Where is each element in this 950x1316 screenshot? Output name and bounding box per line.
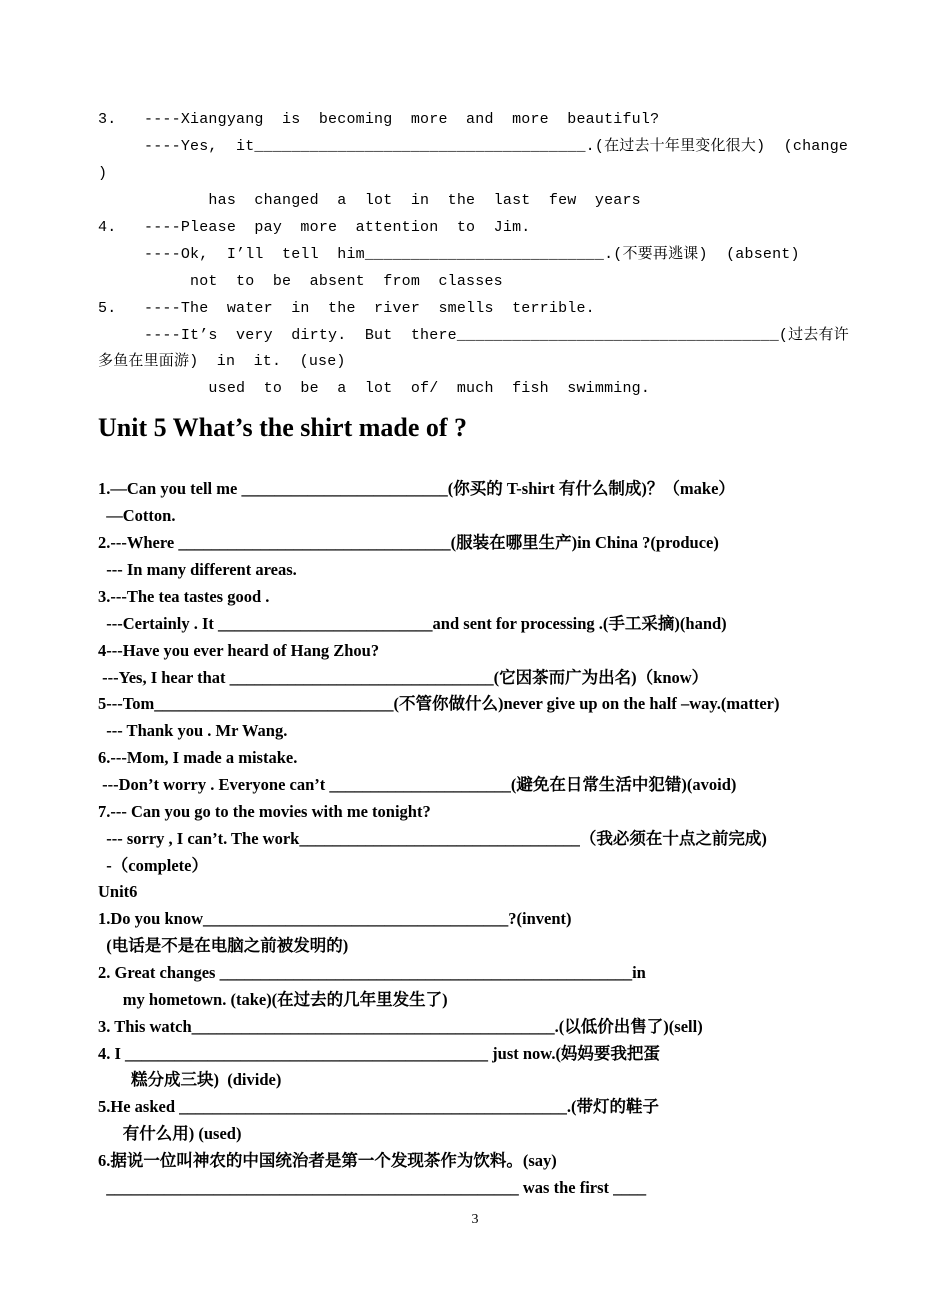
unit6-line-8: 5.He asked _______________________________________________.(带灯的鞋子 — [98, 1097, 659, 1116]
unit5-line-8: ---Yes, I hear that ________________________________(它因茶而广为出名)（know） — [98, 668, 709, 687]
unit6-line-4: my hometown. (take)(在过去的几年里发生了) — [98, 990, 448, 1009]
page-number: 3 — [471, 1212, 479, 1227]
unit6-line-10: 6.据说一位叫神农的中国统治者是第一个发现茶作为饮料。(say) — [98, 1151, 557, 1170]
unit6-line-2: (电话是不是在电脑之前被发明的) — [98, 936, 349, 955]
exercise-4-question: 4. ----Please pay more attention to Jim. — [98, 219, 531, 236]
unit5-line-3: 2.---Where _________________________________(服装在哪里生产)in China ?(produce) — [98, 533, 719, 552]
exercise-4-answer-line: ----Ok, I’ll tell him__________________________.(不要再逃课) (absent) — [98, 246, 800, 263]
unit6-line-3: 2. Great changes __________________________________________________in — [98, 963, 646, 982]
unit6-line-6: 4. I ____________________________________________ just now.(妈妈要我把蛋 — [98, 1044, 660, 1063]
unit5-heading: Unit 5 What’s the shirt made of ? — [98, 413, 468, 442]
unit5-line-7: 4---Have you ever heard of Hang Zhou? — [98, 641, 380, 660]
unit5-line-6: ---Certainly . It __________________________and sent for processing .(手工采摘)(hand) — [98, 614, 727, 633]
unit5-line-1: 1.—Can you tell me _________________________(你买的 T-shirt 有什么制成)？（make） — [98, 479, 735, 498]
exercise-5-question: 5. ----The water in the river smells terrible. — [98, 300, 595, 317]
exercise-3-key: has changed a lot in the last few years — [98, 192, 641, 209]
unit5-line-2: —Cotton. — [98, 506, 176, 525]
exercise-5-answer-line: ----It’s very dirty. But there___________________________________(过去有许 — [98, 327, 849, 344]
unit6-line-7: 糕分成三块) (divide) — [98, 1070, 282, 1089]
exercise-4-key: not to be absent from classes — [98, 273, 503, 290]
exercise-3-answer-wrap: ) — [98, 165, 108, 182]
unit5-line-11: 6.---Mom, I made a mistake. — [98, 748, 298, 767]
unit6-line-11: __________________________________________________ was the first ____ — [98, 1178, 647, 1197]
unit6-line-1: 1.Do you know_____________________________________?(invent) — [98, 909, 572, 928]
unit5-line-9: 5---Tom_____________________________(不管你做什么)never give up on the half –way.(matter) — [98, 694, 780, 713]
unit5-line-15: -（complete） — [98, 856, 208, 875]
exercise-5-answer-wrap: 多鱼在里面游) in it. (use) — [98, 353, 346, 370]
unit5-line-5: 3.---The tea tastes good . — [98, 587, 270, 606]
exercise-5-key: used to be a lot of/ much fish swimming. — [98, 380, 651, 397]
exercise-3-question: 3. ----Xiangyang is becoming more and more beautiful? — [98, 111, 660, 128]
unit5-line-14: --- sorry , I can’t. The work__________________________________（我必须在十点之前完成) — [98, 829, 767, 848]
unit5-line-13: 7.--- Can you go to the movies with me tonight? — [98, 802, 431, 821]
exercise-3-answer-line: ----Yes, it____________________________________.(在过去十年里变化很大) (change — [98, 138, 849, 155]
unit5-line-4: --- In many different areas. — [98, 560, 297, 579]
unit6-line-5: 3. This watch____________________________________________.(以低价出售了)(sell) — [98, 1017, 703, 1036]
unit5-line-10: --- Thank you . Mr Wang. — [98, 721, 288, 740]
unit5-line-12: ---Don’t worry . Everyone can’t ______________________(避免在日常生活中犯错)(avoid) — [98, 775, 737, 794]
unit6-heading: Unit6 — [98, 882, 138, 901]
unit6-line-9: 有什么用) (used) — [98, 1124, 242, 1143]
